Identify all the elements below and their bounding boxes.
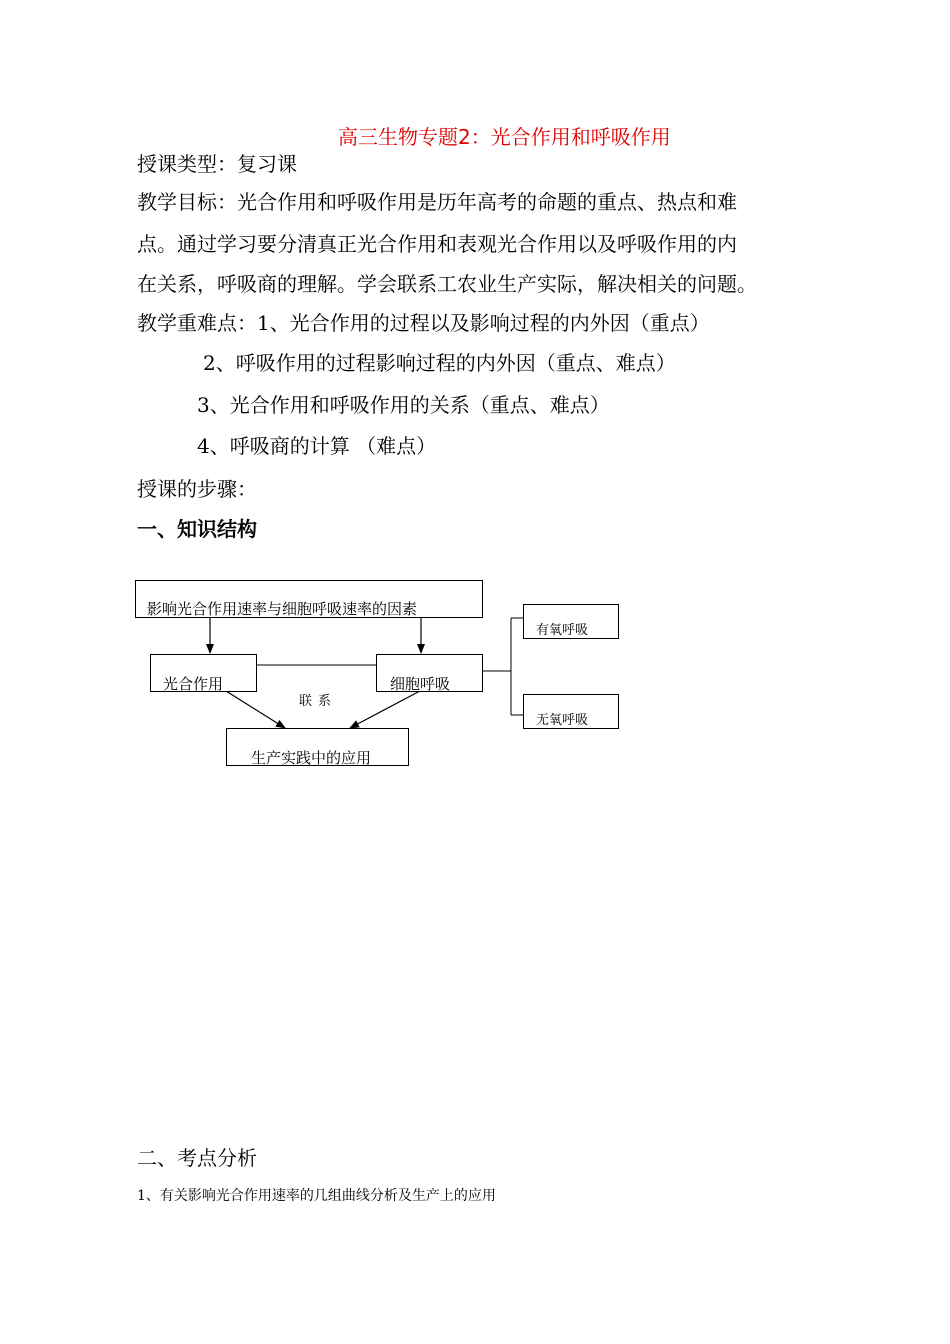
- objective-line-1: 教学目标：光合作用和呼吸作用是历年高考的命题的重点、热点和难: [137, 190, 737, 214]
- photosynthesis-box: [150, 654, 257, 692]
- aerobic-label: 有氧呼吸: [536, 623, 589, 638]
- steps-line: 授课的步骤：: [137, 477, 257, 501]
- factors-box: [135, 580, 483, 618]
- photosynthesis-label: 光合作用: [163, 675, 224, 693]
- link-label: 联系: [299, 694, 338, 709]
- application-box: [226, 728, 409, 766]
- key-points-line-1: 教学重难点：1、光合作用的过程以及影响过程的内外因（重点）: [137, 311, 710, 335]
- objective-line-3: 在关系，呼吸商的理解。学会联系工农业生产实际，解决相关的问题。: [137, 272, 757, 296]
- respiration-label: 细胞呼吸: [390, 675, 451, 693]
- section-heading-structure: 一、知识结构: [137, 517, 257, 541]
- objective-line-2: 点。通过学习要分清真正光合作用和表观光合作用以及呼吸作用的内: [137, 232, 737, 256]
- key-points-line-4: 4、呼吸商的计算 （难点）: [197, 434, 437, 458]
- respiration-box: [376, 654, 483, 692]
- analysis-item-1: 1、有关影响光合作用速率的几组曲线分析及生产上的应用: [137, 1188, 496, 1204]
- factors-label: 影响光合作用速率与细胞呼吸速率的因素: [147, 600, 418, 618]
- aerobic-box: [523, 604, 619, 639]
- application-label: 生产实践中的应用: [251, 749, 372, 767]
- document-title: 高三生物专题2：光合作用和呼吸作用: [338, 125, 671, 149]
- key-points-line-3: 3、光合作用和呼吸作用的关系（重点、难点）: [197, 393, 610, 417]
- key-points-line-2: 2、呼吸作用的过程影响过程的内外因（重点、难点）: [203, 351, 676, 375]
- anaerobic-box: [523, 694, 619, 729]
- course-type-line: 授课类型：复习课: [137, 152, 297, 176]
- section-heading-analysis: 二、考点分析: [137, 1146, 257, 1170]
- anaerobic-label: 无氧呼吸: [536, 713, 589, 728]
